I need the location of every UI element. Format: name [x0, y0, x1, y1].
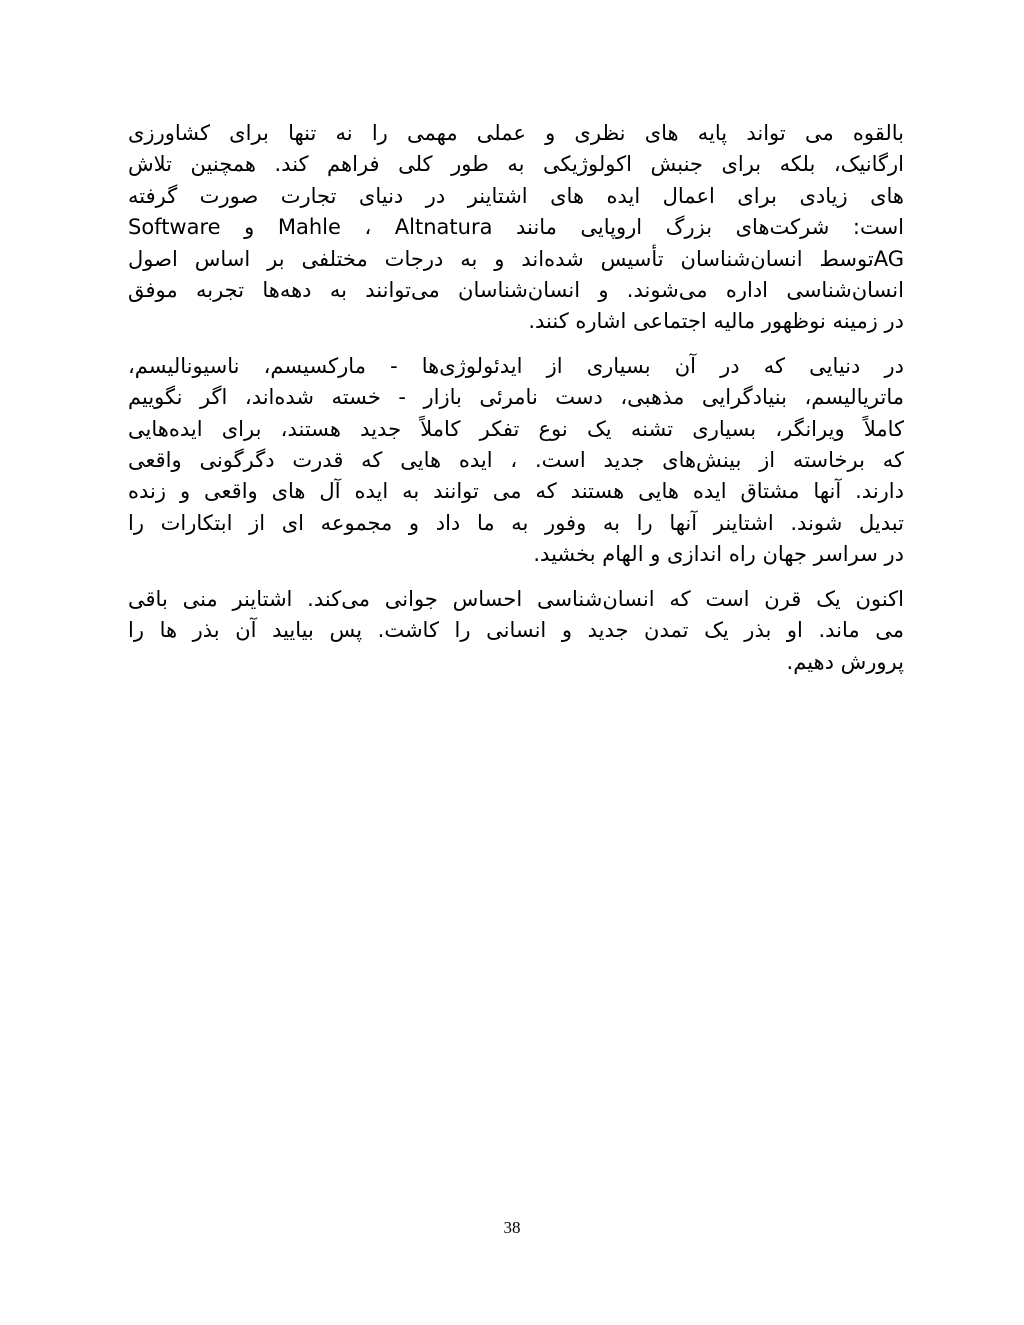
text-line: کاملاً ویرانگر، بسیاری تشنه یک نوع تفکر کاملاً جدید هستند، برای ایده‌هایی — [128, 416, 904, 441]
text-line: دارند. آنها مشتاق ایده هایی هستند که می توانند به ایده آل های واقعی و زنده — [128, 479, 904, 504]
text-line: تبدیل شوند. اشتاینر آنها را به وفور به ما داد و مجموعه ای از ابتکارات را — [128, 510, 904, 535]
document-body — [128, 118, 904, 691]
text-line: که برخاسته از بینش‌های جدید است. ، ایده هایی که قدرت دگرگونی واقعی — [128, 448, 904, 473]
page-number: 38 — [503, 1218, 521, 1237]
text-line: ارگانیک، بلکه برای جنبش اکولوژیکی به طور کلی فراهم کند. همچنین تلاش — [128, 152, 904, 177]
text-line: پرورش دهیم. — [786, 649, 904, 674]
text-line: انسان‌شناسی اداره می‌شوند. و انسان‌شناسان می‌توانند به دهه‌ها تجربه موفق — [128, 278, 904, 303]
text-line: در سراسر جهان راه اندازی و الهام بخشید. — [533, 542, 904, 567]
text-line: در دنیایی که در آن بسیاری از ایدئولوژی‌ها - مارکسیسم، ناسیونالیسم، — [128, 353, 904, 378]
text-line: AGتوسط انسان‌شناسان تأسیس شده‌اند و به درجات مختلفی بر اساس اصول — [128, 246, 904, 271]
paragraph-1 — [128, 118, 904, 338]
text-line: اکنون یک قرن است که انسان‌شناسی احساس جوانی می‌کند. اشتاینر منی باقی — [128, 586, 904, 611]
text-line: های زیادی برای اعمال ایده های اشتاینر در دنیای تجارت صورت گرفته — [128, 183, 904, 208]
text-line: بالقوه می تواند پایه های نظری و عملی مهمی را نه تنها برای کشاورزی — [128, 121, 904, 145]
text-line: می ماند. او بذر یک تمدن جدید و انسانی را کاشت. پس بیایید آن بذر ها را — [128, 618, 904, 643]
text-line: ماتریالیسم، بنیادگرایی مذهبی، دست نامرئی بازار - خسته شده‌اند، اگر نگوییم — [128, 385, 904, 410]
text-line: در زمینه نوظهور مالیه اجتماعی اشاره کنند. — [528, 309, 904, 334]
text-line: است: شرکت‌های بزرگ اروپایی مانند Mahle ، Altnatura و Software — [128, 215, 905, 240]
paragraph-2 — [128, 351, 904, 571]
paragraph-3 — [128, 584, 904, 678]
